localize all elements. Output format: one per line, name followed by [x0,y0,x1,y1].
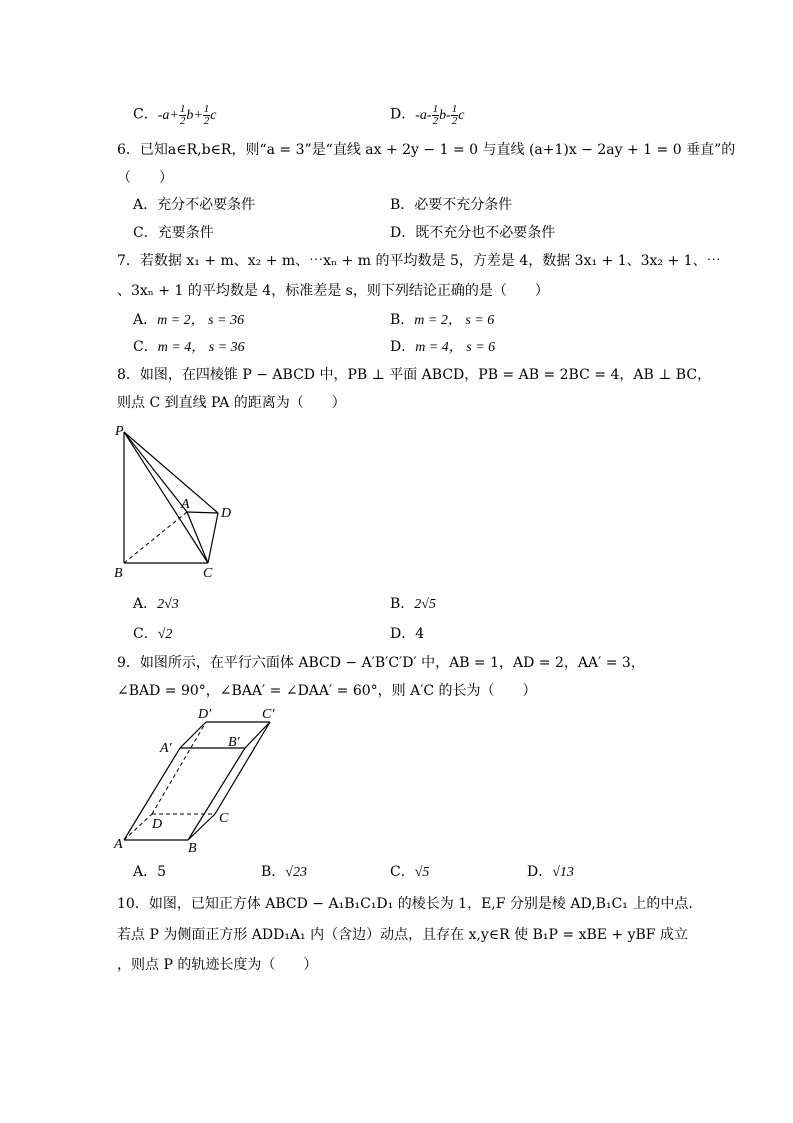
q8-stem-line2: 则点 C 到直线 PA 的距离为（ ） [117,395,346,411]
option-label: D． [390,225,416,241]
option-text: √2 [157,627,173,642]
label-a-prime: A′ [160,741,172,756]
edge-b1c1 [245,722,270,748]
option-label: B． [390,596,415,612]
label-a: A [181,497,190,512]
option-text: 2√3 [157,597,179,612]
pyramid-figure [110,420,250,585]
label-c-prime: C′ [262,707,275,722]
option-text: 既不充分也不必要条件 [415,225,556,241]
edge-pd [124,432,218,513]
q6-stem: 6．已知a∈R,b∈R，则“a = 3”是“直线 ax + 2y − 1 = 0 与直线 (a+1)x − 2ay + 1 = 0 垂直”的 [117,142,736,158]
edge-bb1 [188,748,245,840]
option-text: 5 [157,864,167,880]
label-c: C [203,566,213,581]
q8-option-a[interactable] [133,594,179,615]
option-text: 4 [415,626,425,642]
option-label: A． [133,197,158,213]
option-text: 2√5 [414,597,436,612]
edge-ac [187,512,208,563]
option-label: D． [527,864,553,880]
q5-option-c[interactable] [133,104,217,127]
q9-stem-line1: 9．如图所示，在平行六面体 ABCD − A′B′C′D′ 中，AB = 1，AD = 2，AA′ = 3， [117,655,645,671]
option-label: A． [133,864,158,880]
q7-option-b[interactable] [390,310,494,331]
q7-option-a[interactable] [133,310,244,331]
edge-a1d1 [180,722,206,748]
option-text: √5 [414,865,430,880]
label-a: A [114,837,123,852]
q6-option-c[interactable] [133,223,214,243]
label-c: C [219,811,229,826]
option-expression: -a+ $\frac{1}{2}$ b+ $\frac{1}{2}$ c [157,103,217,127]
edge-ab-hidden [124,512,187,563]
option-label: C． [390,864,415,880]
label-d: D [152,817,163,832]
option-expression: -a- $\frac{1}{2}$ b- $\frac{1}{2}$ c [415,103,465,127]
label-p: P [115,424,124,439]
q6-option-b[interactable] [390,195,512,215]
q7-stem-line1: 7．若数据 x₁ + m、x₂ + m、⋯xₙ + m 的平均数是 5，方差是 4，数据 3x₁ + 1、3x₂ + 1、⋯ [117,253,721,269]
option-label: D． [390,626,416,642]
edge-ad [187,512,218,513]
q9-stem-line2: ∠BAD = 90°，∠BAA′ = ∠DAA′ = 60°，则 A′C 的长为（ ） [117,683,537,699]
q10-stem-line2: 若点 P 为侧面正方形 ADD₁A₁ 内（含边）动点，且存在 x,y∈R 使 B₁P = xBE + yBF 成立 [117,927,688,943]
q8-option-d[interactable] [390,624,424,644]
option-label: D． [390,339,416,355]
option-text: 充要条件 [157,225,214,241]
option-text: m = 4， s = 36 [157,340,245,355]
label-d-prime: D′ [198,707,212,722]
q5-option-d[interactable] [390,104,464,127]
option-label: C． [133,626,158,642]
label-d: D [221,506,232,521]
option-text: m = 2， s = 6 [414,313,495,328]
option-text: m = 2， s = 36 [157,313,245,328]
option-label: C． [133,225,158,241]
option-label: B． [390,197,415,213]
q8-option-b[interactable] [390,594,436,615]
q6-option-a[interactable] [133,195,255,215]
q9-option-d[interactable] [527,862,574,883]
option-label: A． [133,312,158,328]
label-b: B [114,566,123,581]
option-label: B． [261,864,286,880]
q8-option-c[interactable] [133,624,172,645]
q6-option-d[interactable] [390,223,555,243]
edge-pa [124,432,187,512]
option-label: A． [133,596,158,612]
edge-pc [124,432,208,563]
edge-dd1-hidden [152,722,206,814]
edge-cc1 [215,722,270,814]
option-label: C． [133,339,158,355]
q9-option-b[interactable] [261,862,307,883]
q6-answer-blank: （ ） [117,170,173,186]
q9-option-a[interactable] [133,862,166,882]
q7-option-d[interactable] [390,337,495,358]
edge-cd [208,513,218,563]
option-text: 必要不充分条件 [414,197,513,213]
parallelepiped-figure [110,702,290,857]
q10-stem-line3: ，则点 P 的轨迹长度为（ ） [117,957,318,973]
label-b: B [188,841,197,856]
option-label: C． [133,106,158,123]
option-text: √13 [552,865,574,880]
option-text: √23 [285,865,307,880]
q7-stem-line2: 、3xₙ + 1 的平均数是 4，标准差是 s，则下列结论正确的是（ ） [117,283,549,299]
q7-option-c[interactable] [133,337,245,358]
option-label: D． [390,106,416,123]
option-text: m = 4， s = 6 [415,340,496,355]
option-label: B． [390,312,415,328]
q10-stem-line1: 10．如图，已知正方体 ABCD − A₁B₁C₁D₁ 的棱长为 1，E,F 分别是棱 AD,B₁C₁ 上的中点. [117,896,693,912]
q9-option-c[interactable] [390,862,429,883]
option-text: 充分不必要条件 [157,197,256,213]
label-b-prime: B′ [228,735,240,750]
q8-stem-line1: 8．如图，在四棱锥 P − ABCD 中，PB ⊥ 平面 ABCD，PB = AB = 2BC = 4，AB ⊥ BC， [117,367,712,383]
